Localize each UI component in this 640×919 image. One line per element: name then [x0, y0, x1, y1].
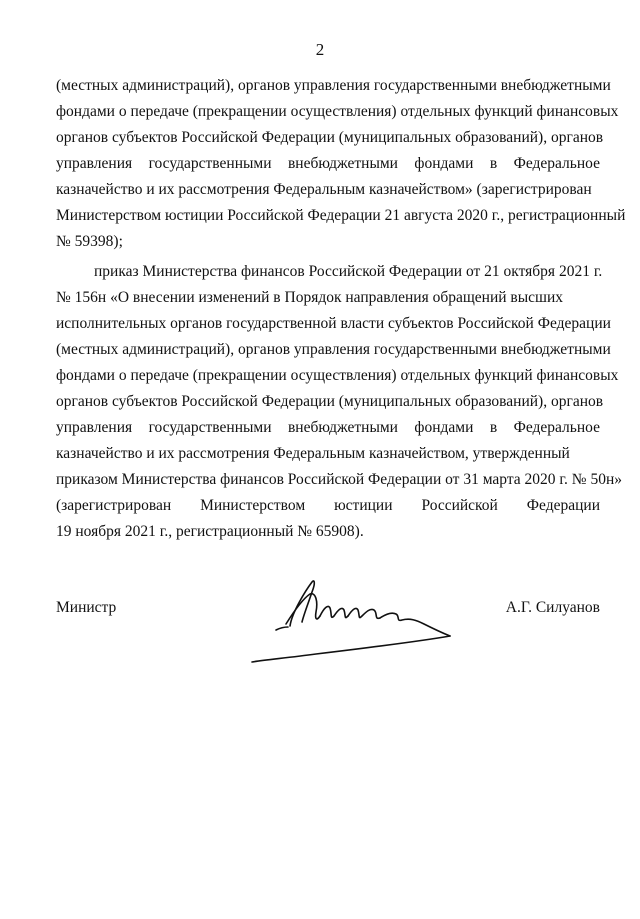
text-line-content: (местных администраций), органов управления государственными внебюджетными [56, 77, 611, 94]
word: Федеральное [513, 155, 600, 172]
text-line-content: приказом Министерства финансов Российской Федерации от 31 марта 2020 г. № 50н» [56, 471, 622, 488]
text-line [56, 288, 600, 308]
text-line-justified [56, 496, 600, 516]
text-line [56, 76, 611, 96]
word: управления [56, 419, 133, 436]
text-line [56, 206, 626, 226]
word: внебюджетными [287, 155, 398, 172]
word: в [489, 155, 498, 172]
text-line-content: 19 ноября 2021 г., регистрационный № 65908). [56, 523, 364, 540]
text-line [56, 366, 619, 386]
text-line [56, 470, 622, 490]
text-line [56, 128, 604, 148]
text-line-content: Министерством юстиции Российской Федерации 21 августа 2020 г., регистрационный [56, 207, 626, 224]
text-line-content: казначейство и их рассмотрения Федеральным казначейством» (зарегистрирован [56, 181, 592, 198]
word: фондами [414, 155, 474, 172]
text-line-content: (местных администраций), органов управления государственными внебюджетными [56, 341, 611, 358]
text-line-content: № 59398); [56, 233, 123, 250]
text-line-justified [56, 418, 600, 438]
text-line-content: исполнительных органов государственной власти субъектов Российской Федерации [56, 315, 611, 332]
text-line [56, 180, 600, 200]
text-line-justified [56, 154, 600, 174]
text-line-content: казначейство и их рассмотрения Федеральным казначейством, утвержденный [56, 445, 570, 462]
text-line-content: органов субъектов Российской Федерации (муниципальных образований), органов [56, 393, 604, 410]
word: Министерством [200, 497, 306, 514]
word: государственными [148, 419, 272, 436]
text-line-content: органов субъектов Российской Федерации (муниципальных образований), органов [56, 129, 604, 146]
text-line [56, 340, 611, 360]
word: Федеральное [513, 419, 600, 436]
signatory-name: А.Г. Силуанов [505, 599, 600, 616]
word: Российской [421, 497, 498, 514]
text-line [56, 314, 611, 334]
word: юстиции [334, 497, 393, 514]
word: государственными [148, 155, 272, 172]
handwritten-signature [246, 570, 466, 670]
text-line [56, 232, 600, 252]
word: управления [56, 155, 133, 172]
text-line [56, 444, 600, 464]
word: внебюджетными [287, 419, 398, 436]
word: фондами [414, 419, 474, 436]
text-line-content: фондами о передаче (прекращении осуществления) отдельных функций финансовых [56, 103, 619, 120]
word: (зарегистрирован [56, 497, 172, 514]
page-number: 2 [315, 40, 325, 59]
text-line [56, 522, 600, 542]
signatory-title: Министр [56, 599, 117, 616]
text-line-content: № 156н «О внесении изменений в Порядок направления обращений высших [56, 289, 564, 306]
text-line [56, 392, 604, 412]
word: Федерации [526, 497, 600, 514]
text-line-content: приказ Министерства финансов Российской Федерации от 21 октября 2021 г. [94, 263, 603, 280]
text-line [56, 102, 619, 122]
text-line-content: фондами о передаче (прекращении осуществления) отдельных функций финансовых [56, 367, 619, 384]
text-line [94, 262, 603, 282]
word: в [489, 419, 498, 436]
